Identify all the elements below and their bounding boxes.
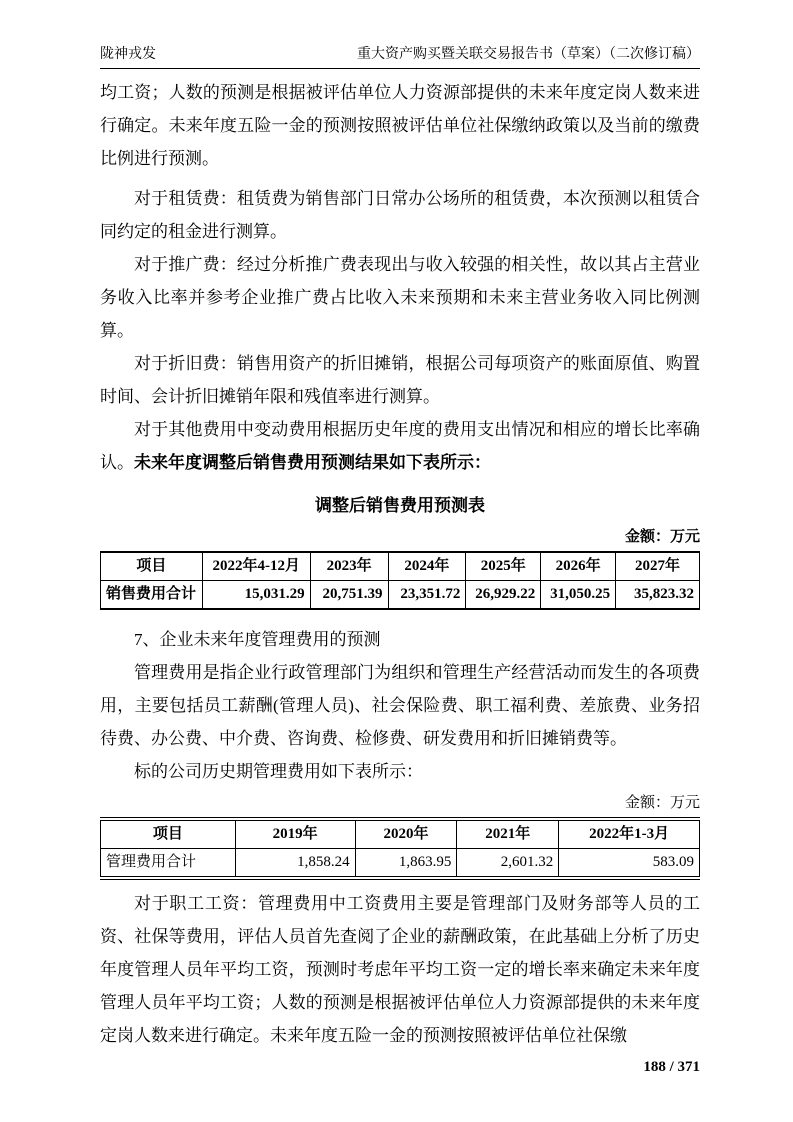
admin-table-value-2021: 2,601.32: [457, 849, 559, 879]
section-7-heading: 7、企业未来年度管理费用的预测: [134, 630, 381, 649]
admin-table-value-2020: 1,863.95: [355, 849, 457, 879]
admin-table-unit-label: 金额：万元: [624, 795, 700, 811]
page-number: 188 / 371: [643, 1059, 700, 1075]
admin-table-value-2022q1: 583.09: [559, 849, 700, 879]
sales-table-total-row: [101, 581, 700, 610]
sales-table-row-label: 销售费用合计: [101, 581, 203, 610]
admin-expense-history-table: [100, 817, 700, 880]
sales-table-col-2023: 2023年: [310, 552, 388, 581]
paragraph-wage-continuation: 均工资；人数的预测是根据被评估单位人力资源部提供的未来年度定岗人数来进行确定。未来年度五险一金的预测按照被评估单位社保缴纳政策以及当前的缴费比例进行预测。: [100, 83, 700, 168]
sales-table-value-2022: 15,031.29: [202, 581, 310, 610]
sales-table-header-row: [101, 552, 700, 581]
sales-table-value-2027: 35,823.32: [616, 581, 700, 610]
admin-table-col-2020: 2020年: [355, 819, 457, 849]
admin-table-header-row: [101, 819, 700, 849]
paragraph-other-fee-normal: 对于其他费用中变动费用根据历史年度的费用支出情况和相应的增长比率确认。: [100, 420, 700, 472]
sales-table-col-2026: 2026年: [541, 552, 616, 581]
header-company-name: 陇神戎发: [100, 47, 156, 62]
admin-table-col-2021: 2021年: [457, 819, 559, 849]
sales-table-value-2026: 31,050.25: [541, 581, 616, 610]
admin-table-row-label: 管理费用合计: [101, 849, 236, 879]
paragraph-depreciation-fee: 对于折旧费：销售用资产的折旧摊销，根据公司每项资产的账面原值、购置时间、会计折旧摊销年限和残值率进行测算。: [100, 354, 700, 406]
paragraph-admin-history-intro: 标的公司历史期管理费用如下表所示：: [134, 762, 423, 781]
admin-table-total-row: [101, 849, 700, 879]
sales-table-unit-label: 金额：万元: [624, 529, 700, 545]
sales-table-col-item: 项目: [101, 552, 203, 581]
admin-table-col-2019: 2019年: [235, 819, 355, 849]
paragraph-other-fee: [100, 413, 700, 479]
paragraph-admin-expense-definition: 管理费用是指企业行政管理部门为组织和管理生产经营活动而发生的各项费用，主要包括员工薪酬(管理人员)、社会保险费、职工福利费、差旅费、业务招待费、办公费、中介费、咨询费、检修费、研发费用和折旧摊销费等。: [100, 663, 700, 748]
sales-table-col-2024: 2024年: [388, 552, 466, 581]
paragraph-staff-wage: 对于职工工资：管理费用中工资费用主要是管理部门及财务部等人员的工资、社保等费用，评估人员首先查阅了企业的薪酬政策，在此基础上分析了历史年度管理人员年平均工资，预测时考虑年平均工资一定的增长率来确定未来年度管理人员年平均工资；人数的预测是根据被评估单位人力资源部提供的未来年度定岗人数来进行确定。未来年度五险一金的预测按照被评估单位社保缴: [100, 894, 700, 1045]
paragraph-promotion-fee: 对于推广费：经过分析推广费表现出与收入较强的相关性，故以其占主营业务收入比率并参考企业推广费占比收入未来预期和未来主营业务收入同比例测算。: [100, 255, 700, 340]
admin-table-value-2019: 1,858.24: [235, 849, 355, 879]
sales-table-title: 调整后销售费用预测表: [315, 496, 485, 515]
sales-table-col-2025: 2025年: [466, 552, 541, 581]
admin-table-col-2022q1: 2022年1-3月: [559, 819, 700, 849]
sales-table-col-2022: 2022年4-12月: [202, 552, 310, 581]
sales-table-col-2027: 2027年: [616, 552, 700, 581]
sales-expense-forecast-table: [100, 551, 700, 610]
sales-table-value-2025: 26,929.22: [466, 581, 541, 610]
admin-table-col-item: 项目: [101, 819, 236, 849]
paragraph-other-fee-bold: 未来年度调整后销售费用预测结果如下表所示：: [134, 453, 491, 472]
sales-table-value-2023: 20,751.39: [310, 581, 388, 610]
page-header: [100, 46, 700, 69]
sales-table-value-2024: 23,351.72: [388, 581, 466, 610]
paragraph-rental-fee: 对于租赁费：租赁费为销售部门日常办公场所的租赁费，本次预测以租赁合同约定的租金进行测算。: [100, 189, 700, 241]
header-doc-title: 重大资产购买暨关联交易报告书（草案）（二次修订稿）: [357, 47, 700, 62]
